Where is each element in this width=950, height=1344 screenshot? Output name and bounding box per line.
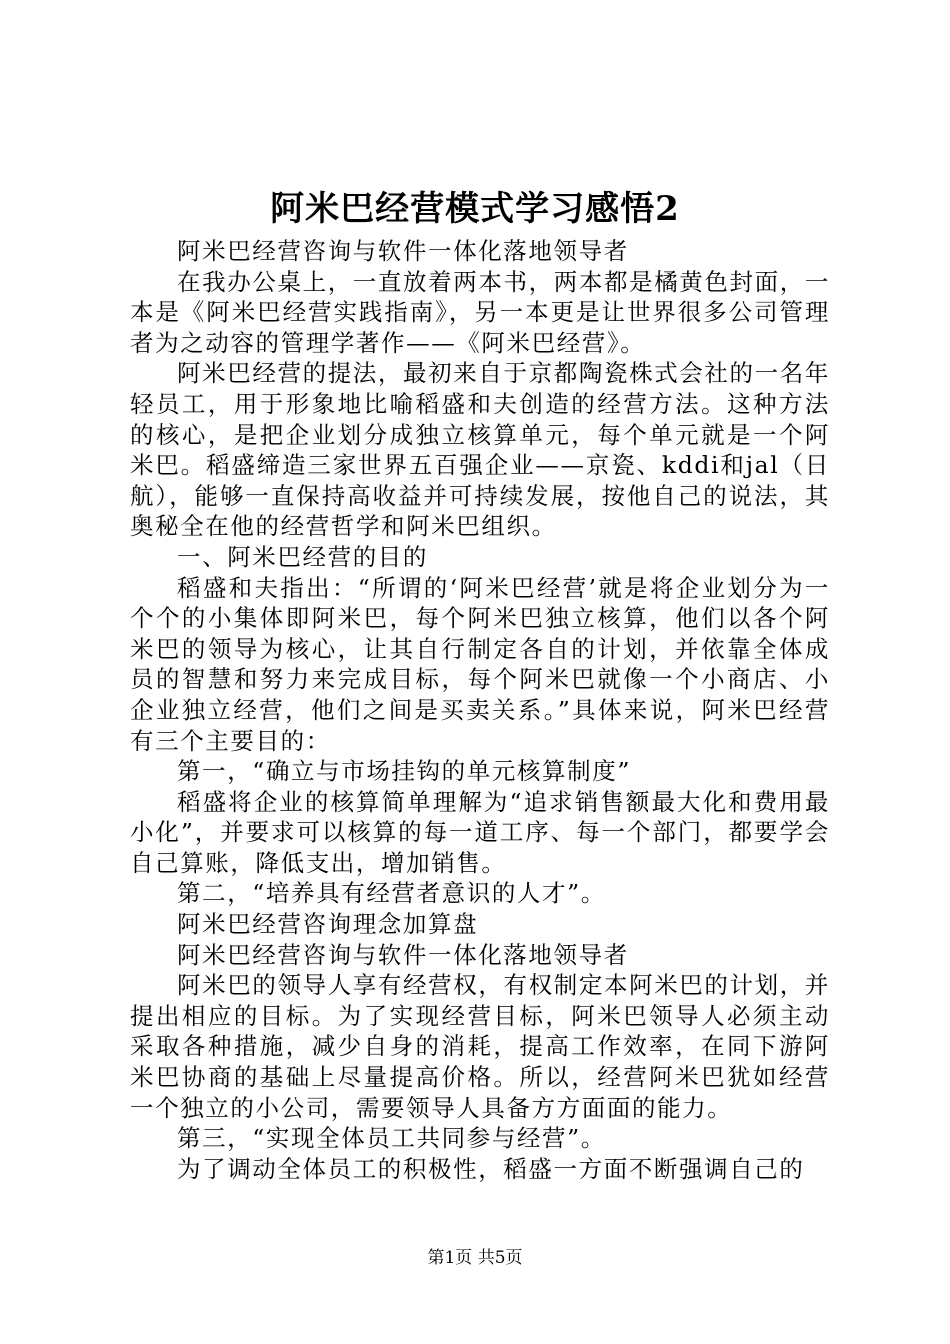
paragraph: 稻盛和夫指出：“所谓的‘阿米巴经营’就是将企业划分为一个个的小集体即阿米巴，每个阿米巴独立核算，他们以各个阿米巴的领导为核心，让其自行制定各自的计划，并依靠全体成员的智慧和努力来完成目标，每个阿米巴就像一个小商店、小企业独立经营，他们之间是买卖关系。”具体来说，阿米巴经营有三个主要目的： [130, 573, 830, 755]
paragraph: 阿米巴经营咨询理念加算盘 [177, 910, 479, 939]
paragraph: 在我办公桌上，一直放着两本书，两本都是橘黄色封面，一本是《阿米巴经营实践指南》，另一本更是让世界很多公司管理者为之动容的管理学著作——《阿米巴经营》。 [130, 267, 830, 357]
paragraph: 阿米巴经营咨询与软件一体化落地领导者 [177, 940, 629, 969]
paragraph: 第一，“确立与市场挂钩的单元核算制度” [177, 757, 631, 786]
paragraph: 阿米巴经营咨询与软件一体化落地领导者 [177, 237, 629, 265]
paragraph: 第二，“培养具有经营者意识的人才”。 [177, 879, 606, 908]
document-body [130, 236, 830, 1184]
section-heading: 一、阿米巴经营的目的 [177, 542, 428, 571]
document-title: 阿米巴经营模式学习感悟2 [270, 189, 680, 229]
paragraph: 阿米巴的领导人享有经营权，有权制定本阿米巴的计划，并提出相应的目标。为了实现经营目标，阿米巴领导人必须主动采取各种措施，减少自身的消耗，提高工作效率，在同下游阿米巴协商的基础上尽量提高价格。所以，经营阿米巴犹如经营一个独立的小公司，需要领导人具备方方面面的能力。 [130, 971, 830, 1122]
paragraph: 阿米巴经营的提法，最初来自于京都陶瓷株式会社的一名年轻员工，用于形象地比喻稻盛和夫创造的经营方法。这种方法的核心，是把企业划分成独立核算单元，每个单元就是一个阿米巴。稻盛缔造三家世界五百强企业——京瓷、kddi和jal（日航），能够一直保持高收益并可持续发展，按他自己的说法，其奥秘全在他的经营哲学和阿米巴组织。 [130, 359, 830, 541]
paragraph: 第三，“实现全体员工共同参与经营”。 [177, 1124, 606, 1153]
page-footer: 第1页 共5页 [427, 1248, 523, 1268]
paragraph: 为了调动全体员工的积极性，稻盛一方面不断强调自己的 [177, 1154, 805, 1183]
paragraph: 稻盛将企业的核算简单理解为“追求销售额最大化和费用最小化”，并要求可以核算的每一道工序、每一个部门，都要学会自己算账，降低支出，增加销售。 [130, 787, 830, 877]
